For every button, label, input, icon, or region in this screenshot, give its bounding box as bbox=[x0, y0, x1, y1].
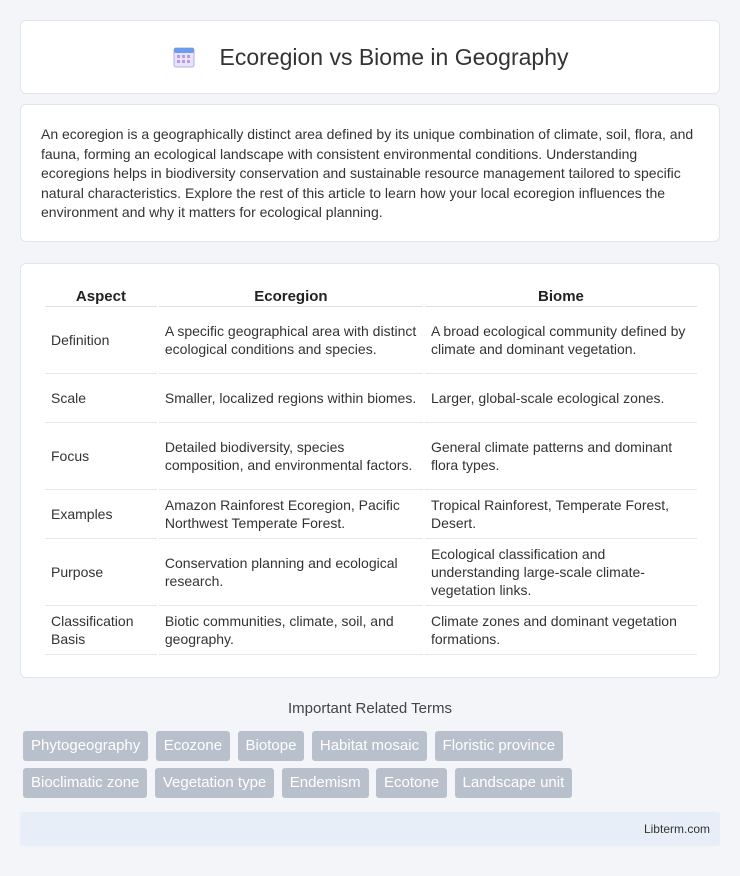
row-biome: General climate patterns and dominant flora types. bbox=[425, 423, 697, 490]
comparison-table bbox=[43, 286, 699, 655]
comparison-card bbox=[20, 263, 720, 678]
header-ecoregion: Ecoregion bbox=[159, 286, 423, 307]
page-title: Ecoregion vs Biome in Geography bbox=[219, 43, 569, 70]
table-row bbox=[45, 374, 697, 423]
tag-ecozone[interactable]: Ecozone bbox=[156, 731, 230, 761]
row-aspect: Focus bbox=[45, 423, 157, 490]
row-biome: A broad ecological community defined by climate and dominant vegetation. bbox=[425, 307, 697, 374]
footer-brand[interactable]: Libterm.com bbox=[643, 822, 710, 836]
row-aspect: Definition bbox=[45, 307, 157, 374]
tag-habitat-mosaic[interactable]: Habitat mosaic bbox=[312, 731, 427, 761]
tag-landscape-unit[interactable]: Landscape unit bbox=[455, 768, 573, 798]
row-biome: Ecological classification and understanding large-scale climate-vegetation links. bbox=[425, 539, 697, 606]
row-aspect: Purpose bbox=[45, 539, 157, 606]
row-ecoregion: Detailed biodiversity, species composition, and environmental factors. bbox=[159, 423, 423, 490]
row-biome: Larger, global-scale ecological zones. bbox=[425, 374, 697, 423]
row-ecoregion: Conservation planning and ecological research. bbox=[159, 539, 423, 606]
row-biome: Climate zones and dominant vegetation formations. bbox=[425, 606, 697, 655]
row-aspect: Scale bbox=[45, 374, 157, 423]
tag-ecotone[interactable]: Ecotone bbox=[376, 768, 447, 798]
row-ecoregion: Biotic communities, climate, soil, and geography. bbox=[159, 606, 423, 655]
row-ecoregion: A specific geographical area with distinct ecological conditions and species. bbox=[159, 307, 423, 374]
tag-phytogeography[interactable]: Phytogeography bbox=[23, 731, 148, 761]
row-biome: Tropical Rainforest, Temperate Forest, Desert. bbox=[425, 490, 697, 539]
tag-floristic-province[interactable]: Floristic province bbox=[435, 731, 564, 761]
table-row bbox=[45, 490, 697, 539]
header-biome: Biome bbox=[425, 286, 697, 307]
table-row bbox=[45, 539, 697, 606]
related-terms-list bbox=[23, 731, 723, 805]
tag-biotope[interactable]: Biotope bbox=[238, 731, 305, 761]
table-row bbox=[45, 423, 697, 490]
row-aspect: Classification Basis bbox=[45, 606, 157, 655]
row-ecoregion: Smaller, localized regions within biomes. bbox=[159, 374, 423, 423]
page-header bbox=[20, 20, 720, 94]
intro-text: An ecoregion is a geographically distinct area defined by its unique combination of climate, soil, flora, and fauna, forming an ecological landscape with consistent environmental conditions. Understanding ecoregions helps in biodiversity conservation and sustainable resource management tailored to specific natural characteristics. Explore the rest of this article to learn how your local ecoregion influences the environment and why it matters for ecological planning. bbox=[41, 126, 694, 220]
row-ecoregion: Amazon Rainforest Ecoregion, Pacific Northwest Temperate Forest. bbox=[159, 490, 423, 539]
page-footer bbox=[20, 812, 720, 846]
calendar-icon bbox=[171, 44, 197, 70]
related-terms-title: Important Related Terms bbox=[288, 700, 452, 717]
intro-card bbox=[20, 104, 720, 242]
table-row bbox=[45, 606, 697, 655]
tag-bioclimatic-zone[interactable]: Bioclimatic zone bbox=[23, 768, 147, 798]
table-row bbox=[45, 307, 697, 374]
header-aspect: Aspect bbox=[45, 286, 157, 307]
row-aspect: Examples bbox=[45, 490, 157, 539]
tag-endemism[interactable]: Endemism bbox=[282, 768, 369, 798]
tag-vegetation-type[interactable]: Vegetation type bbox=[155, 768, 274, 798]
table-header-row bbox=[45, 286, 697, 307]
